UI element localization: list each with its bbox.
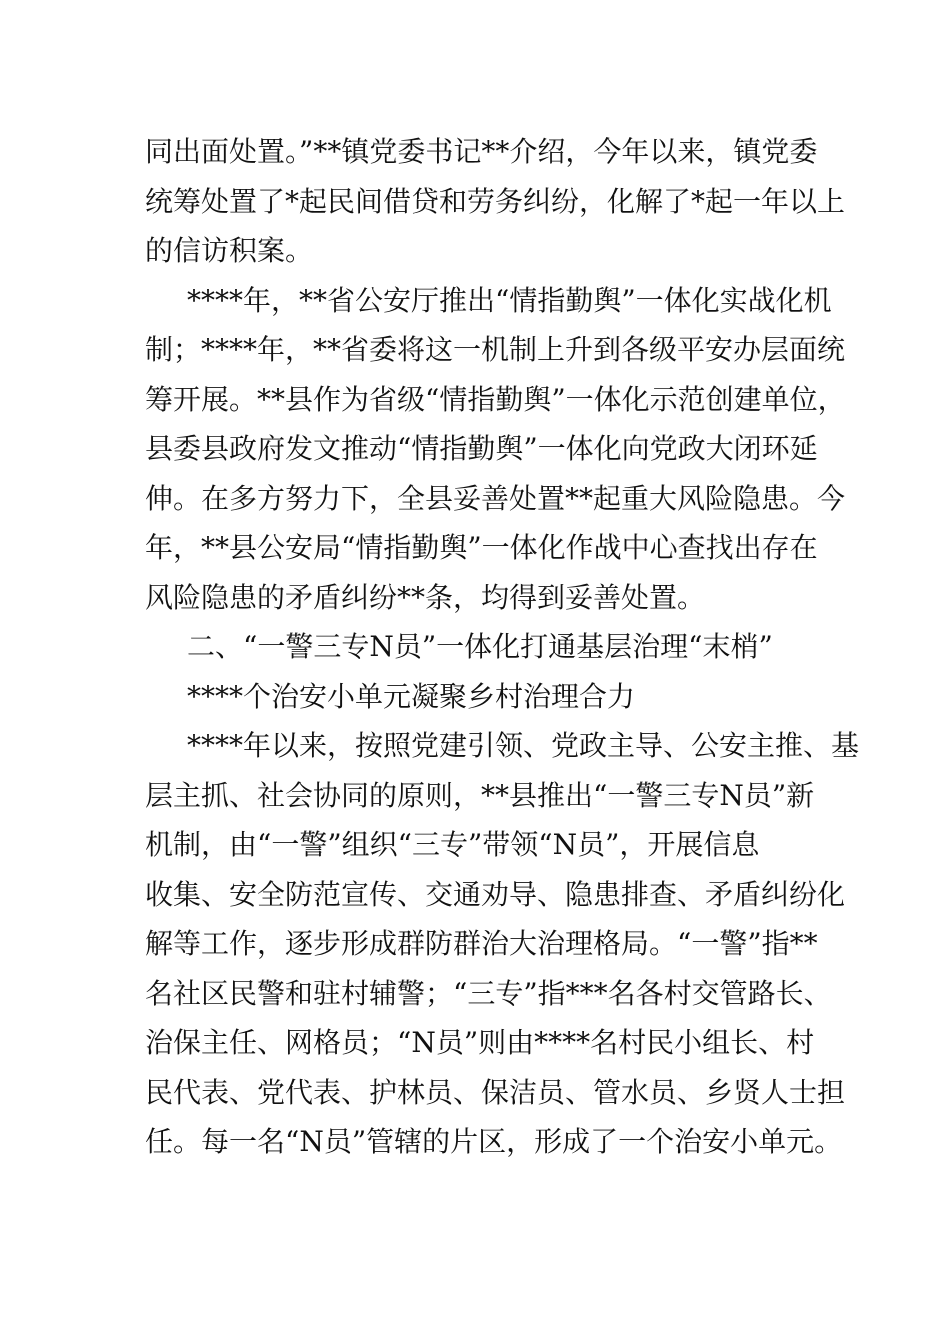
text-line: 解等工作，逐步形成群防群治大治理格局。“一警”指** <box>145 927 818 960</box>
text-line: 制；****年，**省委将这一机制上升到各级平安办层面统 <box>145 333 846 366</box>
text-line: 民代表、党代表、护林员、保洁员、管水员、乡贤人士担 <box>145 1075 846 1109</box>
text-line: 任。每一名“N员”管辖的片区，形成了一个治安小单元。 <box>145 1125 843 1158</box>
text-line: 收集、安全防范宣传、交通劝导、隐患排查、矛盾纠纷化 <box>145 877 846 911</box>
text-line: 名社区民警和驻村辅警；“三专”指***名各村交管路长、 <box>145 976 832 1010</box>
subsection-heading: ****个治安小单元凝聚乡村治理合力 <box>187 679 636 713</box>
section-heading: 二、“一警三专N员”一体化打通基层治理“末梢” <box>187 630 773 663</box>
body-text <box>145 127 860 1167</box>
text-line: 筹开展。**县作为省级“情指勤舆”一体化示范创建单位， <box>145 382 846 416</box>
text-line: 机制，由“一警”组织“三专”带领“N员”，开展信息 <box>145 828 760 861</box>
paragraph-start-line: ****年以来，按照党建引领、党政主导、公安主推、基 <box>187 729 860 762</box>
text-line: 的信访积案。 <box>145 234 314 267</box>
text-line: 统筹处置了*起民间借贷和劳务纠纷，化解了*起一年以上 <box>145 184 846 218</box>
text-line: 风险隐患的矛盾纠纷**条，均得到妥善处置。 <box>145 580 706 614</box>
text-line: 治保主任、网格员；“N员”则由****名村民小组长、村 <box>145 1026 815 1059</box>
text-line: 伸。在多方努力下，全县妥善处置**起重大风险隐患。今 <box>145 481 846 515</box>
text-line: 层主抓、社会协同的原则，**县推出“一警三专N员”新 <box>145 778 815 812</box>
text-line: 年，**县公安局“情指勤舆”一体化作战中心查找出存在 <box>145 531 818 564</box>
text-line: 县委县政府发文推动“情指勤舆”一体化向党政大闭环延 <box>145 432 818 465</box>
text-line: 同出面处置。”**镇党委书记**介绍，今年以来，镇党委 <box>145 135 818 168</box>
paragraph-start-line: ****年，**省公安厅推出“情指勤舆”一体化实战化机 <box>187 283 832 317</box>
